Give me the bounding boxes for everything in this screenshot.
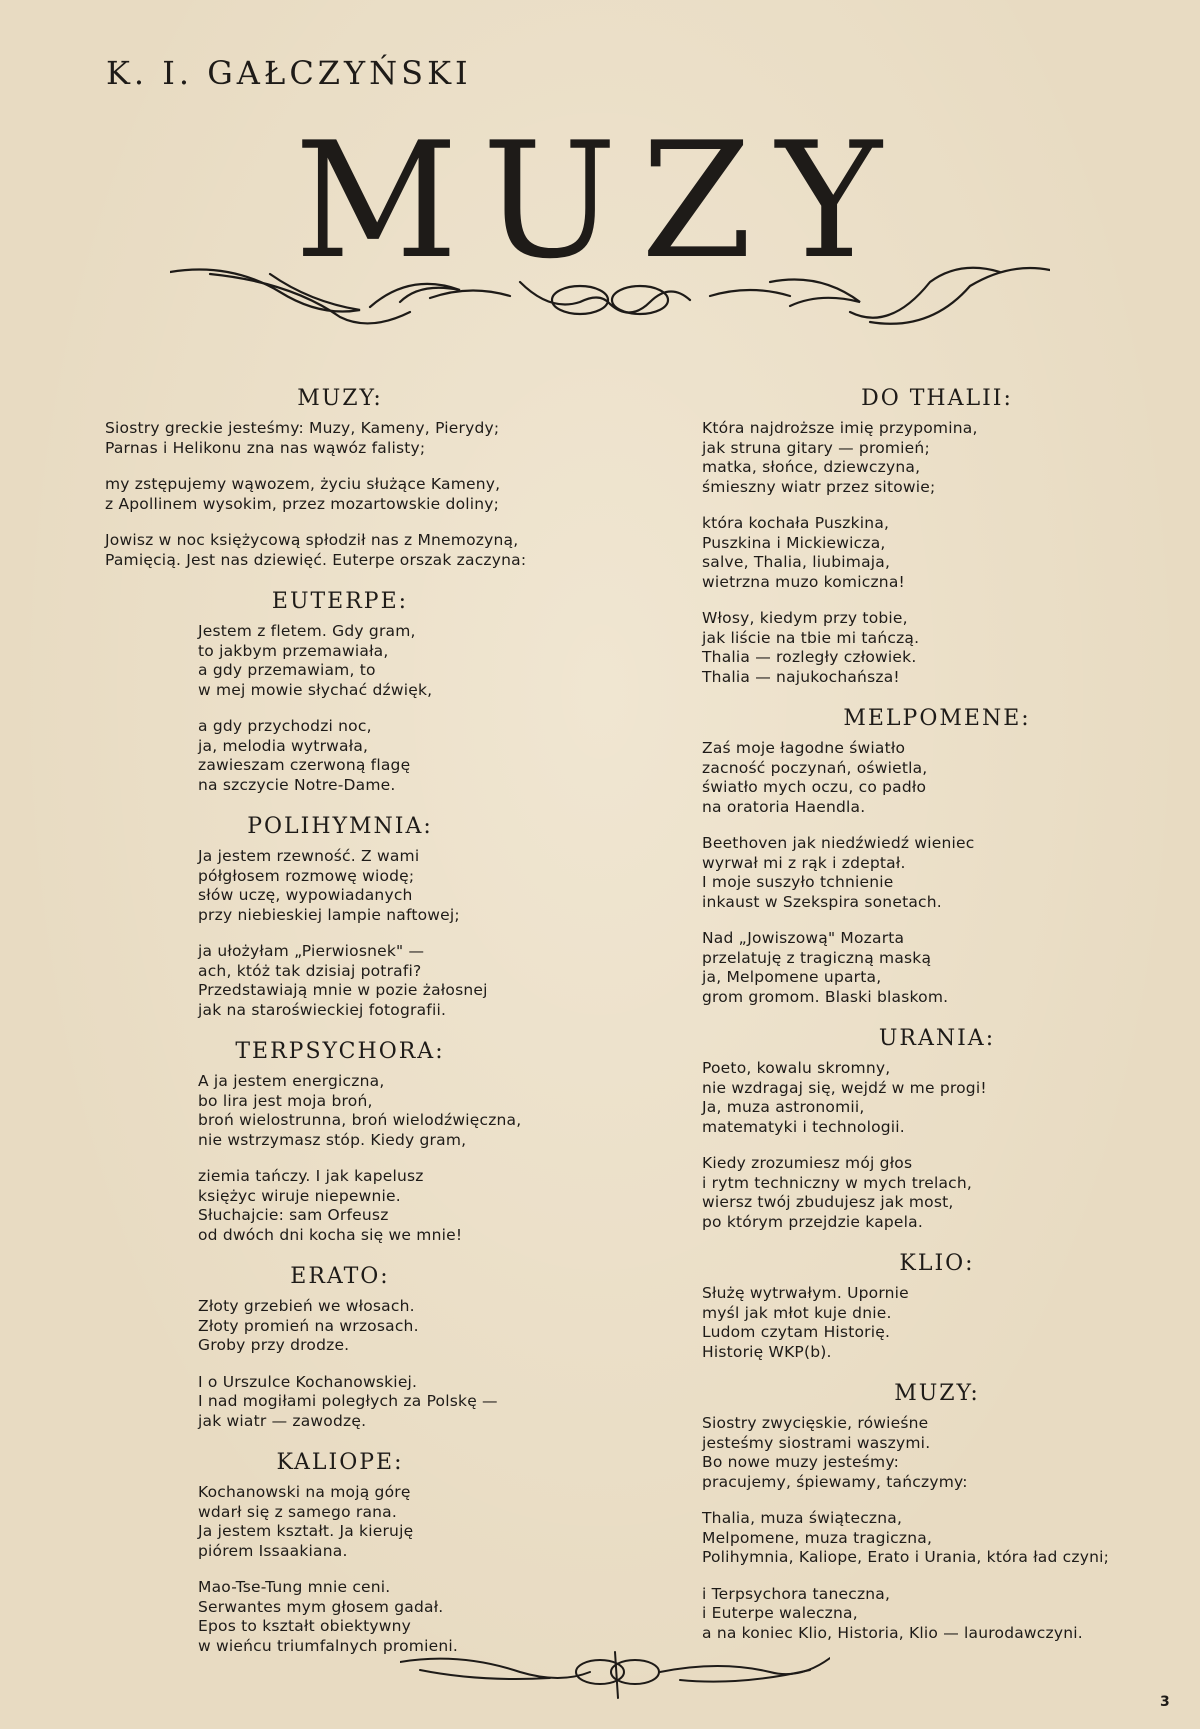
verse-line: salve, Thalia, liubimaja, xyxy=(702,553,891,571)
verse-line: Bo nowe muzy jesteśmy: xyxy=(702,1453,900,1471)
stanza xyxy=(105,622,575,700)
verse-line: Thalia, muza świąteczna, xyxy=(702,1509,903,1527)
verse-line: to jakbym przemawiała, xyxy=(198,641,389,660)
stanza xyxy=(702,514,1172,592)
muse-section xyxy=(105,812,575,1020)
stanza xyxy=(105,1167,575,1245)
verse-line: i Euterpe waleczna, xyxy=(702,1604,858,1622)
stanza xyxy=(105,419,575,458)
verse-line: a gdy przemawiam, to xyxy=(198,661,376,679)
verse-line: broń wielostrunna, broń wielodźwięczna, xyxy=(198,1111,522,1129)
verse-line: światło mych oczu, co padło xyxy=(702,778,927,796)
verse-line: jak na staroświeckiej fotografii. xyxy=(198,1000,447,1019)
stanza xyxy=(105,531,575,570)
verse-line: po którym przejdzie kapela. xyxy=(702,1212,923,1231)
verse-line: A ja jestem energiczna, xyxy=(198,1072,385,1090)
muse-heading: KLIO: xyxy=(899,1251,975,1276)
poem-title: MUZY xyxy=(294,107,906,294)
verse-line: Epos to kształt obiektywny xyxy=(198,1617,412,1635)
verse-line: pracujemy, śpiewamy, tańczymy: xyxy=(702,1472,968,1491)
verse-line: Melpomene, muza tragiczna, xyxy=(702,1528,933,1547)
verse-line: Kiedy zrozumiesz mój głos xyxy=(702,1154,913,1172)
stanza xyxy=(105,847,575,925)
left-column xyxy=(105,384,575,1673)
verse-line: śmieszny wiatr przez sitowie; xyxy=(702,477,936,496)
muse-heading: URANIA: xyxy=(878,1026,996,1051)
verse-line: matematyki i technologii. xyxy=(702,1117,905,1136)
verse-line: Siostry greckie jesteśmy: Muzy, Kameny, Pierydy; xyxy=(105,419,500,437)
verse-line: w wieńcu triumfalnych promieni. xyxy=(198,1636,458,1655)
stanza xyxy=(702,1284,1172,1362)
muse-section xyxy=(702,1379,1172,1643)
stanza xyxy=(702,739,1172,817)
verse-line: Włosy, kiedym przy tobie, xyxy=(702,609,908,627)
verse-line: Która najdroższe imię przypomina, xyxy=(702,419,978,437)
muse-section xyxy=(702,1024,1172,1232)
stanza xyxy=(702,929,1172,1007)
verse-line: I moje suszyło tchnienie xyxy=(702,873,894,891)
verse-line: ja, Melpomene uparta, xyxy=(702,968,882,986)
page-number: 3 xyxy=(1160,1694,1170,1710)
verse-line: grom gromom. Blaski blaskom. xyxy=(702,987,949,1006)
verse-line: półgłosem rozmowę wiodę; xyxy=(198,866,415,885)
verse-line: jesteśmy siostrami waszymi. xyxy=(702,1433,931,1452)
stanza xyxy=(702,834,1172,912)
muse-heading: TERPSYCHORA: xyxy=(235,1039,445,1064)
verse-line: od dwóch dni kocha się we mnie! xyxy=(198,1225,463,1244)
stanza xyxy=(702,1059,1172,1137)
muse-section xyxy=(105,1448,575,1656)
verse-line: Beethoven jak niedźwiedź wieniec xyxy=(702,834,975,852)
muse-heading: MUZY: xyxy=(894,1381,980,1406)
stanza xyxy=(105,1483,575,1561)
stanza xyxy=(702,1509,1172,1568)
verse-line: Ja jestem kształt. Ja kieruję xyxy=(198,1522,414,1540)
verse-line: Poeto, kowalu skromny, xyxy=(702,1059,891,1077)
verse-line: Parnas i Helikonu zna nas wąwóz falisty; xyxy=(105,438,426,457)
verse-line: zawieszam czerwoną flagę xyxy=(198,756,411,774)
muse-section xyxy=(702,1249,1172,1362)
stanza xyxy=(702,1414,1172,1492)
verse-line: w mej mowie słychać dźwięk, xyxy=(198,680,433,699)
muse-section xyxy=(105,587,575,795)
verse-line: Złoty promień na wrzosach. xyxy=(198,1316,419,1335)
muse-heading: EUTERPE: xyxy=(271,589,409,614)
verse-line: I o Urszulce Kochanowskiej. xyxy=(198,1372,418,1391)
verse-line: piórem Issaakiana. xyxy=(198,1541,348,1560)
stanza xyxy=(702,1154,1172,1232)
verse-line: jak struna gitary — promień; xyxy=(702,438,930,457)
right-column xyxy=(702,384,1172,1660)
verse-line: Thalia — rozległy człowiek. xyxy=(702,648,917,666)
stanza xyxy=(702,609,1172,687)
verse-line: jak liście na tbie mi tańczą. xyxy=(702,628,920,647)
verse-line: słów uczę, wypowiadanych xyxy=(198,886,413,904)
verse-line: Siostry zwycięskie, rówieśne xyxy=(702,1414,929,1432)
stanza xyxy=(105,717,575,795)
verse-line: przy niebieskiej lampie naftowej; xyxy=(198,905,460,924)
verse-line: Mao-Tse-Tung mnie ceni. xyxy=(198,1578,391,1596)
muse-heading: MELPOMENE: xyxy=(843,706,1031,731)
muse-heading: MUZY: xyxy=(297,386,383,411)
stanza xyxy=(702,419,1172,497)
verse-line: Groby przy drodze. xyxy=(198,1336,350,1354)
author-name: K. I. GAŁCZYŃSKI xyxy=(106,54,472,92)
stanza xyxy=(105,475,575,514)
verse-line: na oratoria Haendla. xyxy=(702,797,866,816)
verse-line: Historię WKP(b). xyxy=(702,1342,832,1361)
verse-line: zacność poczynań, oświetla, xyxy=(702,758,928,777)
muse-heading: POLIHYMNIA: xyxy=(247,814,433,839)
verse-line: Pamięcią. Jest nas dziewięć. Euterpe orszak zaczyna: xyxy=(105,550,527,569)
verse-line: Zaś moje łagodne światło xyxy=(702,739,906,757)
verse-line: Kochanowski na moją górę xyxy=(198,1483,411,1501)
verse-line: my zstępujemy wąwozem, życiu służące Kameny, xyxy=(105,475,501,493)
verse-line: inkaust w Szekspira sonetach. xyxy=(702,892,942,911)
bottom-flourish xyxy=(400,1642,830,1702)
muse-section xyxy=(105,384,575,570)
verse-line: wiersz twój zbudujesz jak most, xyxy=(702,1193,954,1211)
verse-line: ziemia tańczy. I jak kapelusz xyxy=(198,1167,424,1185)
verse-line: Polihymnia, Kaliope, Erato i Urania, która ład czyni; xyxy=(702,1548,1110,1566)
muse-heading: KALIOPE: xyxy=(276,1450,404,1475)
muse-heading: DO THALII: xyxy=(861,386,1013,411)
verse-line: Przedstawiają mnie w pozie żałosnej xyxy=(198,981,488,999)
verse-line: ach, któż tak dzisiaj potrafi? xyxy=(198,961,422,980)
verse-line: Ja jestem rzewność. Z wami xyxy=(198,847,420,865)
verse-line: na szczycie Notre-Dame. xyxy=(198,775,396,794)
muse-section xyxy=(105,1037,575,1245)
verse-line: jak wiatr — zawodzę. xyxy=(198,1411,367,1430)
verse-line: Jestem z fletem. Gdy gram, xyxy=(198,622,416,640)
verse-line: Słuchajcie: sam Orfeusz xyxy=(198,1206,389,1224)
verse-line: przelatuję z tragiczną maską xyxy=(702,948,932,967)
stanza xyxy=(105,1072,575,1150)
verse-line: wdarł się z samego rana. xyxy=(198,1502,398,1521)
verse-line: nie wzdragaj się, wejdź w me progi! xyxy=(702,1078,987,1097)
verse-line: a gdy przychodzi noc, xyxy=(198,717,372,735)
verse-line: ja ułożyłam „Pierwiosnek" — xyxy=(198,942,425,960)
verse-line: bo lira jest moja broń, xyxy=(198,1091,373,1110)
muse-section xyxy=(105,1262,575,1431)
verse-line: wyrwał mi z rąk i zdeptał. xyxy=(702,853,906,872)
verse-line: wietrzna muzo komiczna! xyxy=(702,572,905,591)
decorative-flourish xyxy=(170,262,1050,352)
verse-line: Thalia — najukochańsza! xyxy=(702,667,900,686)
verse-line: Jowisz w noc księżycową spłodził nas z Mnemozyną, xyxy=(105,531,519,549)
verse-line: a na koniec Klio, Historia, Klio — laurodawczyni. xyxy=(702,1623,1083,1642)
verse-line: Serwantes mym głosem gadał. xyxy=(198,1597,444,1616)
verse-line: i rytm techniczny w mych trelach, xyxy=(702,1173,973,1192)
verse-line: I nad mogiłami poległych za Polskę — xyxy=(198,1392,498,1410)
verse-line: Złoty grzebień we włosach. xyxy=(198,1297,415,1315)
verse-line: z Apollinem wysokim, przez mozartowskie doliny; xyxy=(105,494,500,513)
stanza xyxy=(105,942,575,1020)
stanza xyxy=(702,1585,1172,1644)
verse-line: ja, melodia wytrwała, xyxy=(198,736,369,755)
muse-section xyxy=(702,384,1172,687)
verse-line: nie wstrzymasz stóp. Kiedy gram, xyxy=(198,1130,467,1149)
verse-line: Nad „Jowiszową" Mozarta xyxy=(702,929,905,947)
verse-line: i Terpsychora taneczna, xyxy=(702,1584,891,1603)
verse-line: księżyc wiruje niepewnie. xyxy=(198,1186,401,1205)
verse-line: myśl jak młot kuje dnie. xyxy=(702,1303,892,1322)
muse-section xyxy=(702,704,1172,1007)
verse-line: Ja, muza astronomii, xyxy=(702,1098,865,1116)
verse-line: która kochała Puszkina, xyxy=(702,514,890,532)
muse-heading: ERATO: xyxy=(290,1264,390,1289)
stanza xyxy=(105,1373,575,1432)
verse-line: Służę wytrwałym. Upornie xyxy=(702,1284,909,1302)
verse-line: Puszkina i Mickiewicza, xyxy=(702,533,886,552)
verse-line: matka, słońce, dziewczyna, xyxy=(702,458,921,476)
stanza xyxy=(105,1297,575,1356)
verse-line: Ludom czytam Historię. xyxy=(702,1323,891,1341)
